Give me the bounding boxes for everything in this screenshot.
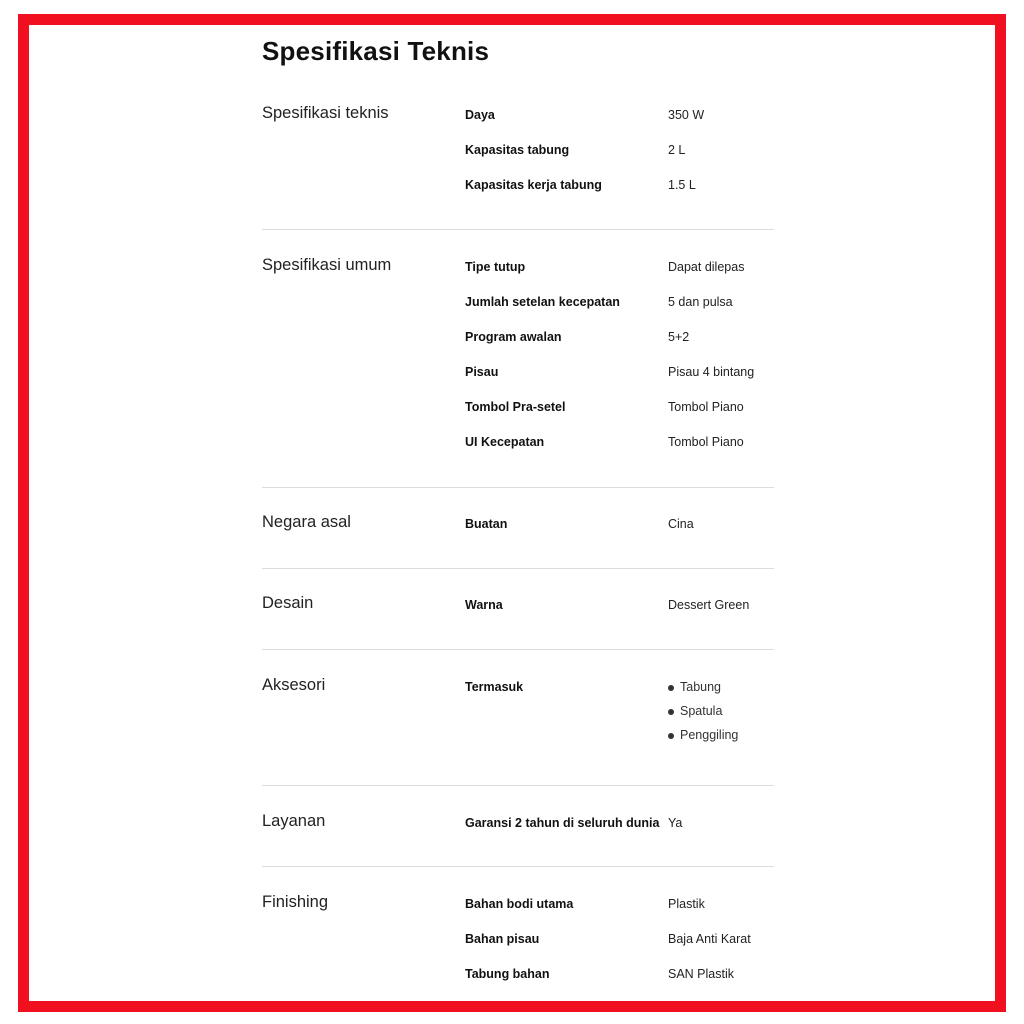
list-item-label: Penggiling — [680, 728, 739, 742]
spec-value: 350 W — [668, 108, 705, 122]
spec-key: Tabung bahan — [465, 967, 550, 981]
section-divider — [262, 866, 774, 867]
spec-value: Ya — [668, 816, 683, 830]
section-label: Finishing — [262, 893, 329, 911]
list-item — [668, 680, 738, 704]
spec-row — [262, 295, 774, 315]
spec-row — [262, 816, 774, 836]
spec-value: 1.5 L — [668, 178, 696, 192]
spec-key: Kapasitas tabung — [465, 143, 570, 157]
spec-row — [262, 967, 774, 987]
page-title: Spesifikasi Teknis — [262, 36, 490, 66]
spec-value: Plastik — [668, 897, 705, 911]
spec-key: Garansi 2 tahun di seluruh dunia — [465, 816, 660, 830]
spec-row — [262, 143, 774, 163]
list-item — [668, 704, 738, 728]
spec-value: Pisau 4 bintang — [668, 365, 755, 379]
spec-value: 2 L — [668, 143, 686, 157]
spec-row — [262, 260, 774, 280]
spec-value: Baja Anti Karat — [668, 932, 751, 946]
bullet-icon — [668, 733, 674, 739]
spec-key: Tipe tutup — [465, 260, 526, 274]
section-divider — [262, 785, 774, 786]
spec-value: Tombol Piano — [668, 400, 744, 414]
spec-value: 5+2 — [668, 330, 690, 344]
accessory-list — [668, 680, 738, 752]
spec-key: Jumlah setelan kecepatan — [465, 295, 620, 309]
spec-key: Warna — [465, 598, 503, 612]
spec-row — [262, 178, 774, 198]
list-item-label: Tabung — [680, 680, 722, 694]
list-item — [668, 728, 738, 752]
spec-row — [262, 108, 774, 128]
spec-row — [262, 365, 774, 385]
section-divider — [262, 487, 774, 488]
spec-row — [262, 897, 774, 917]
spec-key: Daya — [465, 108, 495, 122]
spec-key: Bahan pisau — [465, 932, 540, 946]
section-divider — [262, 649, 774, 650]
section-label: Desain — [262, 594, 314, 612]
spec-value: Cina — [668, 517, 694, 531]
spec-row — [262, 400, 774, 420]
spec-key: Bahan bodi utama — [465, 897, 574, 911]
spec-key: UI Kecepatan — [465, 435, 545, 449]
section-divider — [262, 568, 774, 569]
spec-value: Dapat dilepas — [668, 260, 745, 274]
spec-row — [262, 598, 774, 618]
spec-key: Pisau — [465, 365, 499, 379]
list-item-label: Spatula — [680, 704, 723, 718]
spec-key: Program awalan — [465, 330, 562, 344]
section-label: Spesifikasi umum — [262, 256, 392, 274]
section-label: Aksesori — [262, 676, 326, 694]
spec-key: Termasuk — [465, 680, 524, 694]
bullet-icon — [668, 709, 674, 715]
page-frame — [18, 14, 1006, 1012]
spec-value: Dessert Green — [668, 598, 750, 612]
section-label: Negara asal — [262, 513, 351, 531]
spec-value: Tombol Piano — [668, 435, 744, 449]
spec-row — [262, 435, 774, 455]
spec-key: Buatan — [465, 517, 508, 531]
spec-row — [262, 932, 774, 952]
spec-row — [262, 330, 774, 350]
spec-key: Kapasitas kerja tabung — [465, 178, 602, 192]
section-divider — [262, 229, 774, 230]
spec-value: SAN Plastik — [668, 967, 734, 981]
spec-value: 5 dan pulsa — [668, 295, 733, 309]
bullet-icon — [668, 685, 674, 691]
spec-row — [262, 517, 774, 537]
section-label: Spesifikasi teknis — [262, 104, 389, 122]
spec-key: Tombol Pra-setel — [465, 400, 566, 414]
spec-row — [262, 680, 774, 760]
section-label: Layanan — [262, 812, 326, 830]
